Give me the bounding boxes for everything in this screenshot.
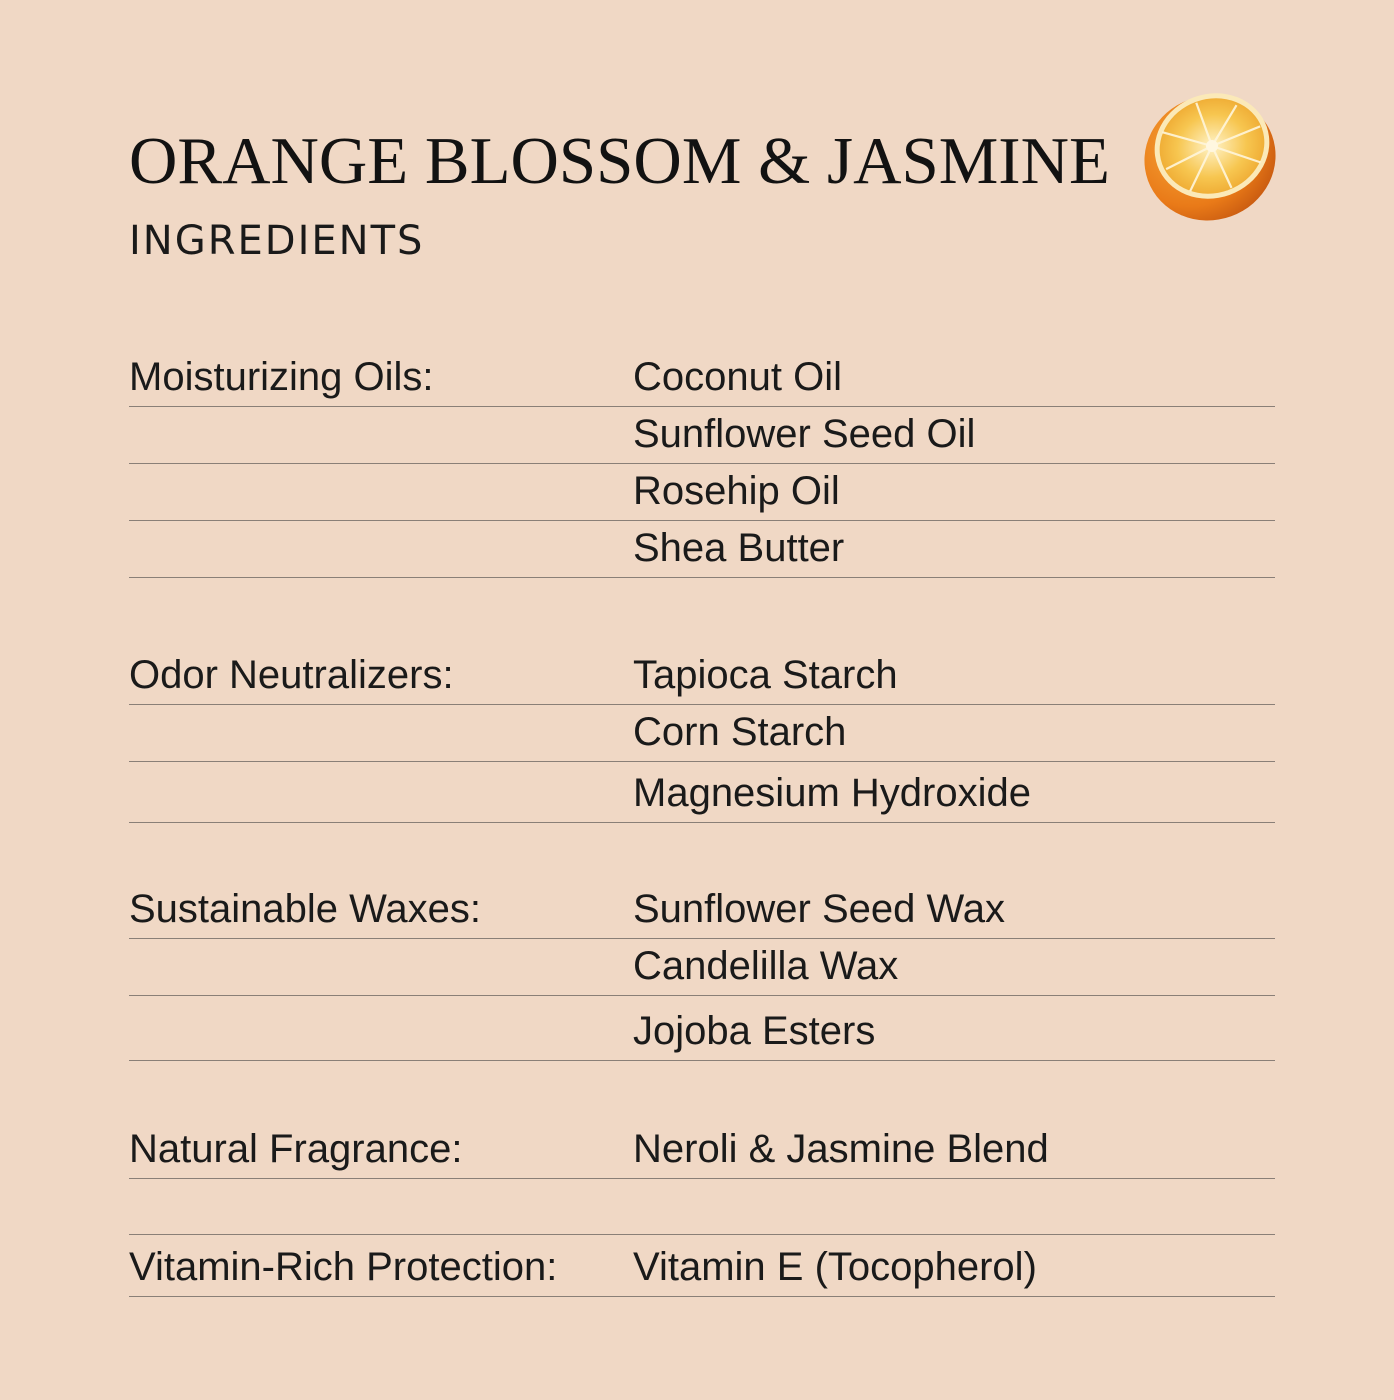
ingredient-item: Neroli & Jasmine Blend: [633, 1127, 1049, 1171]
ingredient-row: [129, 995, 1275, 1061]
page-subtitle: INGREDIENTS: [129, 218, 425, 264]
ingredient-item: Jojoba Esters: [633, 1009, 876, 1053]
ingredient-row: [129, 645, 1275, 705]
category-label: Moisturizing Oils:: [129, 355, 434, 399]
category-label: Sustainable Waxes:: [129, 887, 482, 931]
ingredient-item: Rosehip Oil: [633, 469, 840, 513]
ingredient-item: Sunflower Seed Oil: [633, 412, 976, 456]
page-title: ORANGE BLOSSOM & JASMINE: [129, 124, 1110, 198]
ingredient-row: [129, 880, 1275, 939]
ingredient-row: [129, 520, 1275, 578]
ingredient-item: Sunflower Seed Wax: [633, 887, 1006, 931]
category-label: Vitamin-Rich Protection:: [129, 1245, 558, 1289]
category-label: Odor Neutralizers:: [129, 653, 454, 697]
ingredient-item: Coconut Oil: [633, 355, 842, 399]
ingredient-row: [129, 761, 1275, 823]
ingredient-row: [129, 704, 1275, 762]
ingredient-item: Candelilla Wax: [633, 944, 899, 988]
ingredient-row: [129, 406, 1275, 464]
ingredient-row: [129, 1234, 1275, 1297]
ingredient-item: Vitamin E (Tocopherol): [633, 1245, 1037, 1289]
ingredient-item: Magnesium Hydroxide: [633, 771, 1031, 815]
ingredient-item: Corn Starch: [633, 710, 847, 754]
ingredient-row: [129, 348, 1275, 407]
ingredient-item: Shea Butter: [633, 526, 845, 570]
category-label: Natural Fragrance:: [129, 1127, 463, 1171]
ingredient-item: Tapioca Starch: [633, 653, 898, 697]
ingredient-row: [129, 938, 1275, 996]
ingredient-row: [129, 1118, 1275, 1179]
ingredient-row: [129, 1178, 1275, 1235]
orange-half-icon: [1140, 86, 1280, 222]
ingredient-row: [129, 463, 1275, 521]
